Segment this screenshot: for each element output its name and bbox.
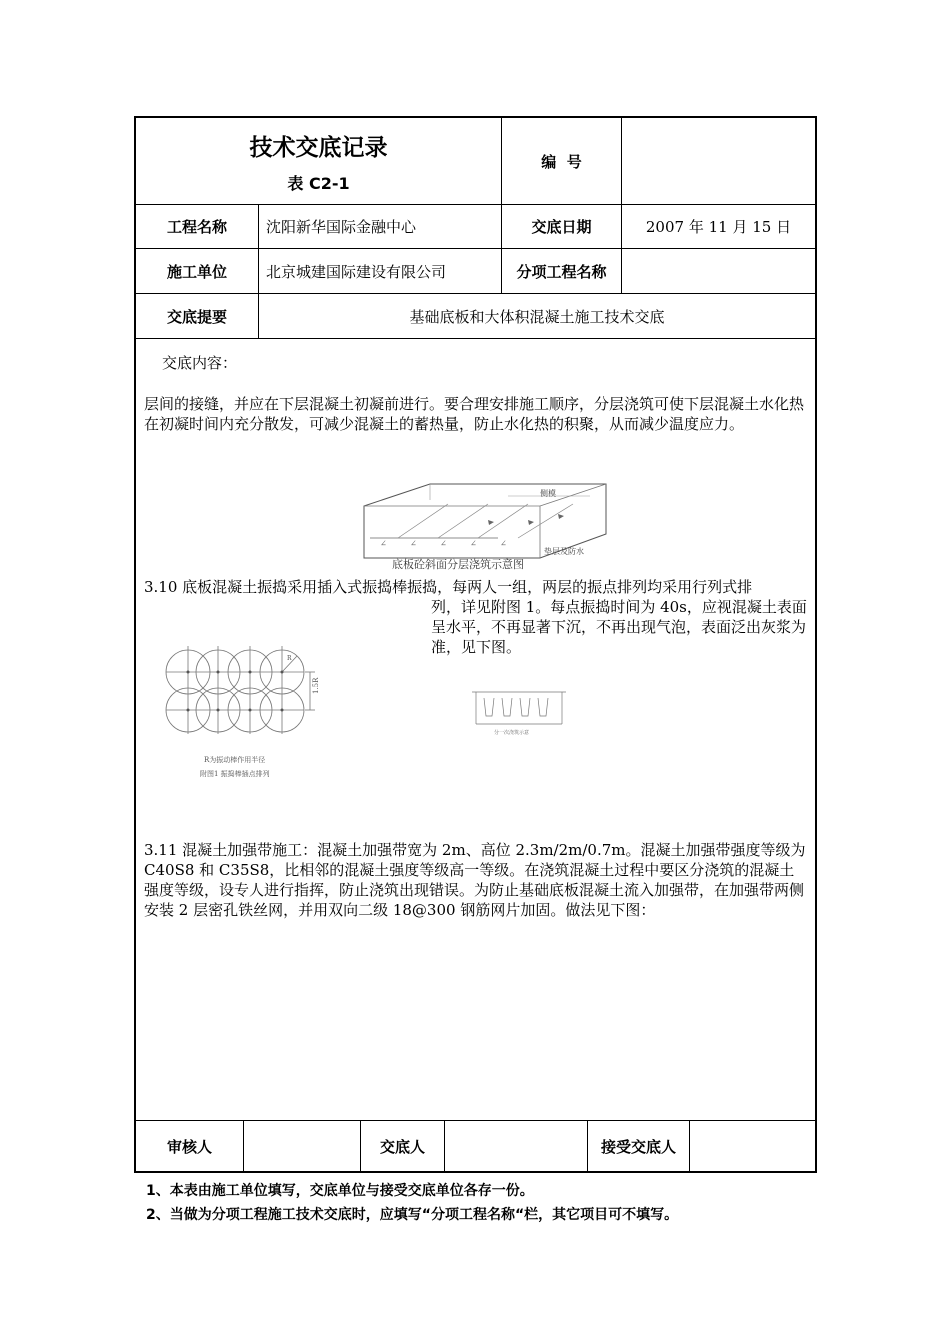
content-paragraph-3: 3.11 混凝土加强带施工：混凝土加强带宽为 2m、高位 2.3m/2m/0.7m。混凝土加强带强度等级为 C40S8 和 C35S8，比相邻的混凝土强度等级高一等级。在浇筑混凝土过程中要区分浇筑的混凝土强度等级，设专人进行指挥，防止浇筑出现错误。为防止基础底板混凝土流入加强带，在加强带两侧安装 2 层密孔铁丝网，并用双向二级 18@300 钢筋网片加固。做法见下图： <box>144 841 806 919</box>
number-value[interactable] <box>622 118 815 204</box>
slab-layering-figure <box>358 478 610 570</box>
vibrator-points-figure <box>160 636 330 780</box>
note-2: 2、当做为分项工程施工技术交底时，应填写“分项工程名称“栏，其它项目可不填写。 <box>146 1207 679 1223</box>
date-label: 交底日期 <box>531 218 592 236</box>
svg-text:∠: ∠ <box>440 539 447 548</box>
fig2-r-label: R <box>287 655 292 662</box>
discloser-value[interactable] <box>445 1121 587 1171</box>
summary-label: 交底提要 <box>166 307 227 326</box>
fig2-caption-1: R为振动棒作用半径 <box>204 756 266 764</box>
discloser-label: 交底人 <box>379 1137 425 1156</box>
content-paragraph-1: 层间的接缝，并应在下层混凝土初凝前进行。要合理安排施工顺序，分层浇筑可使下层混凝土水化热在初凝时间内充分散发，可减少混凝土的蓄热量，防止水化热的积聚，从而减少温度应力。 <box>144 395 805 433</box>
fig1-caption: 底板砼斜面分层浇筑示意图 <box>392 558 524 570</box>
content-label: 交底内容： <box>162 354 238 372</box>
number-label: 编 号 <box>541 152 582 171</box>
row-divider <box>134 338 817 339</box>
table-border-bottom <box>134 1171 817 1173</box>
receiver-label: 接受交底人 <box>600 1137 676 1156</box>
note-1: 1、本表由施工单位填写，交底单位与接受交底单位各存一份。 <box>146 1183 534 1199</box>
receiver-value[interactable] <box>690 1121 815 1171</box>
reviewer-label: 审核人 <box>166 1137 212 1156</box>
fig2-dim-label: 1.5R <box>312 677 320 694</box>
subproject-value[interactable] <box>622 249 815 293</box>
content-paragraph-2-line1: 3.10 底板混凝土振捣采用插入式振捣棒振捣，每两人一组，两层的振点排列均采用行列式排 <box>144 578 753 596</box>
content-paragraph-2-rest: 列，详见附图 1。每点振捣时间为 40s，应视混凝土表面呈水平，不再显著下沉，不再出现气泡，表面泛出灰浆为准，见下图。 <box>431 598 807 656</box>
summary-value[interactable]: 基础底板和大体积混凝土施工技术交底 <box>409 307 665 326</box>
contractor-label: 施工单位 <box>166 262 227 281</box>
subproject-label: 分项工程名称 <box>516 262 607 281</box>
document-title: 技术交底记录 <box>249 134 388 161</box>
svg-text:∠: ∠ <box>410 539 417 548</box>
svg-text:∠: ∠ <box>380 539 387 548</box>
reviewer-value[interactable] <box>244 1121 360 1171</box>
fig1-side-label: 侧模 <box>540 489 556 498</box>
table-border-right <box>815 116 817 1173</box>
svg-text:∠: ∠ <box>500 539 507 548</box>
form-number: 表 C2-1 <box>287 173 350 193</box>
pour-section-figure <box>470 686 568 738</box>
fig2-caption-2: 附图1 振捣棒插点排列 <box>200 770 270 778</box>
fig3-caption: 分一次浇筑示意 <box>494 730 530 736</box>
fig1-bottom-label: 垫层及防水 <box>544 547 584 556</box>
project-name-value[interactable]: 沈阳新华国际金融中心 <box>266 218 417 236</box>
contractor-value[interactable]: 北京城建国际建设有限公司 <box>266 262 447 281</box>
svg-text:∠: ∠ <box>470 539 477 548</box>
date-value[interactable]: 2007 年 11 月 15 日 <box>645 218 792 236</box>
project-name-label: 工程名称 <box>166 218 227 236</box>
